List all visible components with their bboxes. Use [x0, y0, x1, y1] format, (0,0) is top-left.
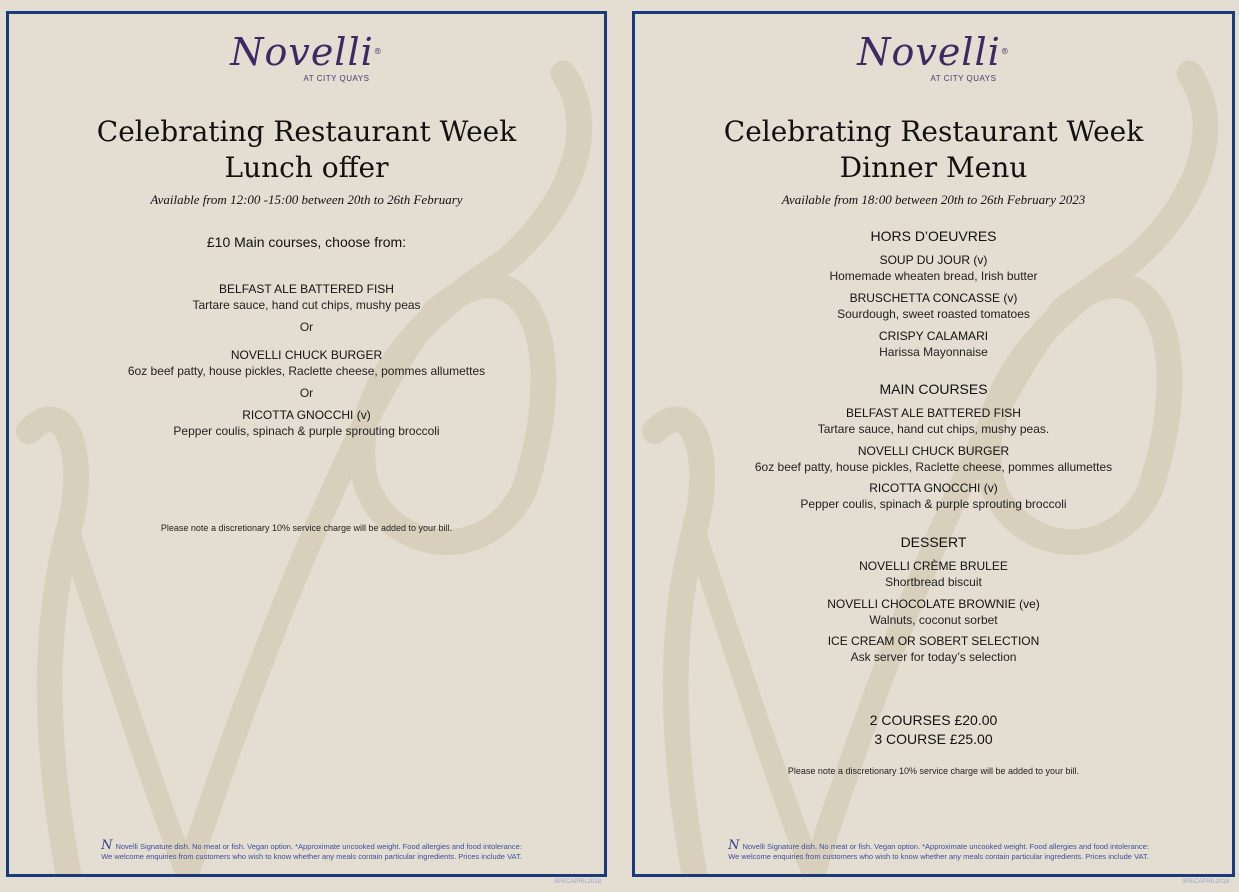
item-name: NOVELLI CRÈME BRULEE [859, 559, 1008, 573]
item-name: NOVELLI CHOCOLATE BROWNIE [827, 597, 1016, 611]
two-course-price: 2 COURSES £20.00 [869, 712, 998, 728]
item-description: Homemade wheaten bread, Irish butter [829, 269, 1038, 283]
item-name: RICOTTA GNOCCHI [869, 481, 981, 495]
registered-mark: ® [373, 47, 383, 56]
lunch-menu-page [6, 11, 607, 877]
footer-line-2: We welcome enquiries from customers who wish to know whether any meals contain particular ingredients. Prices include VAT. [728, 852, 1149, 861]
menu-item [635, 480, 1232, 512]
vegetarian-mark: (v) [973, 253, 988, 267]
dinner-headline [635, 114, 1232, 186]
menu-item [635, 633, 1232, 665]
price-block [635, 711, 1232, 749]
signature-dish-icon: N [728, 838, 740, 853]
menu-item [635, 405, 1232, 437]
item-name: RICOTTA GNOCCHI [242, 408, 354, 422]
headline-line-2: Lunch offer [224, 151, 389, 184]
item-name: ICE CREAM OR SOBERT SELECTION [827, 634, 1040, 648]
footer-line-1: Novelli Signature dish. No meat or fish. Vegan option. *Approximate uncooked weight. Food allergies and food intolerance: [115, 842, 522, 851]
menu-item [9, 407, 604, 439]
menu-item [635, 290, 1232, 322]
signature-dish-icon: N [101, 838, 113, 853]
item-name: NOVELLI CHUCK BURGER [230, 348, 383, 362]
footer-line-2: We welcome enquiries from customers who wish to know whether any meals contain particular ingredients. Prices include VAT. [101, 852, 522, 861]
item-name: BELFAST ALE BATTERED FISH [219, 282, 394, 296]
section-title-hors-doeuvres: HORS D’OEUVRES [870, 228, 997, 244]
menu-item [635, 328, 1232, 360]
three-course-price: 3 COURSE £25.00 [874, 731, 993, 747]
logo-location: AT CITY QUAYS [303, 74, 370, 83]
vegan-mark: (ve) [1019, 597, 1040, 611]
allergen-footer [49, 838, 574, 862]
footer-line-1: Novelli Signature dish. No meat or fish. Vegan option. *Approximate uncooked weight. Food allergies and food intolerance: [742, 842, 1149, 851]
item-description: Pepper coulis, spinach & purple sprouting broccoli [800, 497, 1067, 511]
item-name: BRUSCHETTA CONCASSE [849, 291, 1001, 305]
item-description: Tartare sauce, hand cut chips, mushy peas [192, 298, 421, 312]
item-description: Harissa Mayonnaise [879, 345, 988, 359]
menu-item [635, 443, 1232, 475]
lunch-offer-heading: £10 Main courses, choose from: [206, 234, 407, 250]
lunch-headline [9, 114, 604, 186]
item-name: SOUP DU JOUR [879, 253, 971, 267]
item-description: Walnuts, coconut sorbet [869, 613, 998, 627]
item-description: 6oz beef patty, house pickles, Raclette cheese, pommes allumettes [754, 460, 1113, 474]
logo-wordmark: Novelli [857, 30, 1001, 74]
lunch-availability: Available from 12:00 -15:00 between 20th to 26th February [150, 192, 463, 207]
print-code: SPECAPRIL2018 [554, 879, 602, 885]
registered-mark: ® [1000, 47, 1010, 56]
menu-item [635, 596, 1232, 628]
item-description: Tartare sauce, hand cut chips, mushy peas. [817, 422, 1050, 436]
item-name: BELFAST ALE BATTERED FISH [846, 406, 1021, 420]
dinner-menu-page [632, 11, 1235, 877]
menu-item [635, 558, 1232, 590]
item-name: CRISPY CALAMARI [878, 329, 989, 343]
allergen-footer [675, 838, 1202, 862]
service-charge-note: Please note a discretionary 10% service charge will be added to your bill. [787, 766, 1080, 776]
vegetarian-mark: (v) [1003, 291, 1018, 305]
item-description: Ask server for today’s selection [850, 650, 1017, 664]
item-description: Sourdough, sweet roasted tomatoes [837, 307, 1030, 321]
print-code: SPECAPRIL2018 [1182, 879, 1230, 885]
service-charge-note: Please note a discretionary 10% service charge will be added to your bill. [160, 523, 453, 533]
item-name: NOVELLI CHUCK BURGER [857, 444, 1010, 458]
or-separator: Or [299, 320, 314, 334]
menu-item [9, 347, 604, 379]
novelli-logo [9, 30, 604, 104]
menu-item [9, 281, 604, 313]
section-title-main-courses: MAIN COURSES [879, 381, 988, 397]
headline-line-2: Dinner Menu [839, 151, 1028, 184]
novelli-logo [635, 30, 1232, 104]
headline-line-1: Celebrating Restaurant Week [96, 115, 517, 148]
vegetarian-mark: (v) [983, 481, 998, 495]
item-description: Shortbread biscuit [885, 575, 982, 589]
headline-line-1: Celebrating Restaurant Week [723, 115, 1144, 148]
section-title-dessert: DESSERT [900, 534, 967, 550]
or-separator: Or [299, 386, 314, 400]
logo-location: AT CITY QUAYS [930, 74, 997, 83]
item-description: Pepper coulis, spinach & purple sprouting broccoli [173, 424, 440, 438]
vegetarian-mark: (v) [356, 408, 371, 422]
menu-item [635, 252, 1232, 284]
dinner-availability: Available from 18:00 between 20th to 26th February 2023 [781, 192, 1086, 207]
item-description: 6oz beef patty, house pickles, Raclette cheese, pommes allumettes [127, 364, 486, 378]
logo-wordmark: Novelli [230, 30, 374, 74]
